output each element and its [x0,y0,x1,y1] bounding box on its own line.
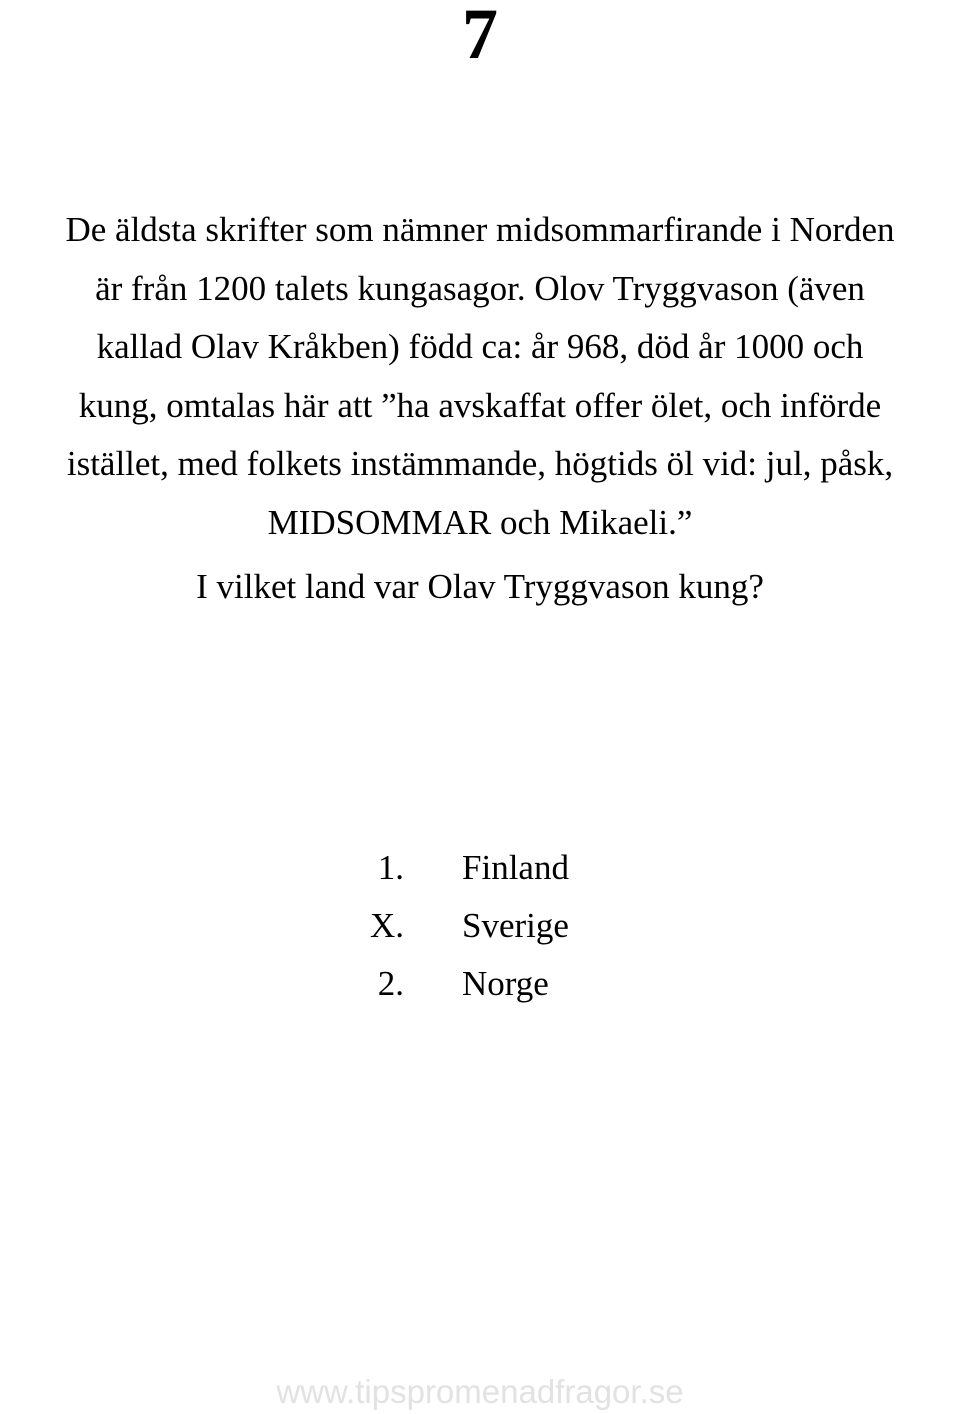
answer-options [360,839,569,1013]
passage-text [0,201,960,553]
footer-url: www.tipspromenadfragor.se [276,1373,684,1410]
page-number: 7 [462,0,498,74]
option-text: Sverige [462,906,569,945]
passage-line: MIDSOMMAR och Mikaeli.” [267,502,693,542]
question-text: I vilket land var Olav Tryggvason kung? [196,567,764,606]
answer-option [360,839,569,897]
option-key: 1. [377,848,404,887]
option-text: Norge [462,964,549,1003]
option-text: Finland [462,848,569,887]
answer-option [360,897,569,955]
passage-line: istället, med folkets instämmande, högtids öl vid: jul, påsk, [66,444,894,484]
answer-option [360,955,569,1013]
passage-line: De äldsta skrifter som nämner midsommarfirande i Norden [65,210,895,249]
option-key: X. [369,906,404,945]
passage-line: kallad Olav Kråkben) född ca: år 968, död år 1000 och [96,327,864,367]
option-key: 2. [377,964,404,1003]
passage-line: är från 1200 talets kungasagor. Olov Tryggvason (även [95,268,865,308]
passage-line: kung, omtalas här att ”ha avskaffat offer ölet, och införde [78,385,882,425]
